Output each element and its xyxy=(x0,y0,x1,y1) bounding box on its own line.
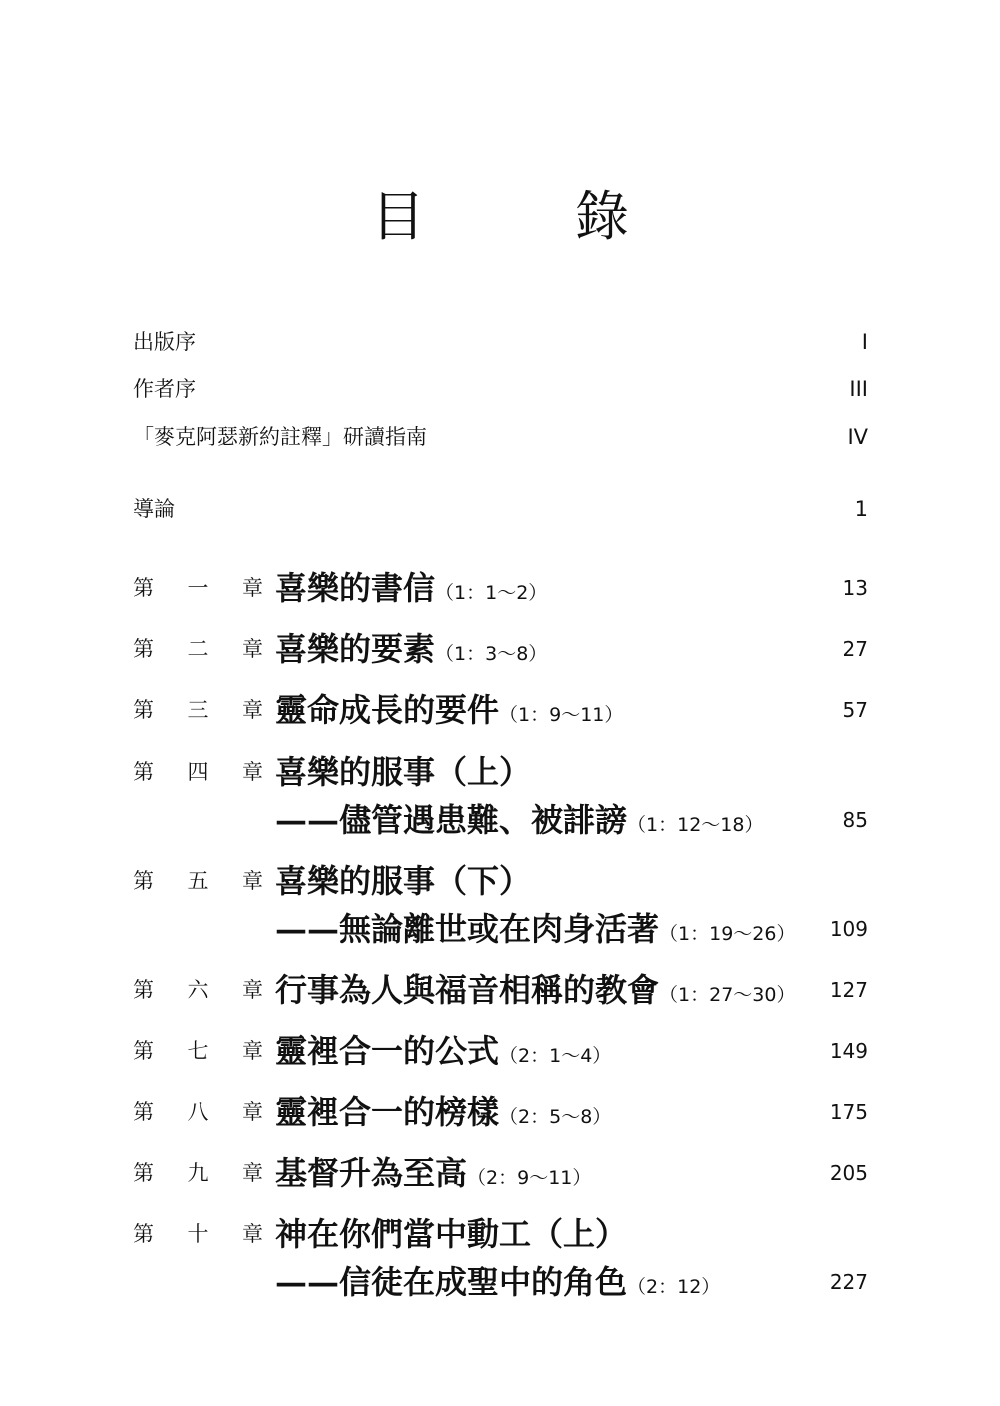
chapter-number-label xyxy=(133,634,263,664)
verse-reference: （1：1～2） xyxy=(435,582,548,604)
verse-reference: （1：3～8） xyxy=(435,643,548,665)
chapter-number-label xyxy=(133,975,263,1005)
chapter-subtitle: ——無論離世或在肉身活著 xyxy=(275,910,660,948)
toc-entry-page-number: IV xyxy=(847,425,868,449)
chapter-title-line xyxy=(275,690,623,735)
verse-reference: （2：5～8） xyxy=(499,1106,612,1128)
chapter-title-line xyxy=(275,970,795,1015)
chapter-label-char: 九 xyxy=(187,1161,209,1185)
chapter-page-number: 227 xyxy=(829,1270,868,1294)
chapter-number-label xyxy=(133,866,263,896)
chapter-title-line xyxy=(275,861,531,906)
chapter-title-line xyxy=(275,1031,611,1076)
chapter-page-number: 85 xyxy=(842,808,868,832)
chapter-page-number: 205 xyxy=(829,1161,868,1185)
chapter-label-char: 章 xyxy=(242,1161,263,1185)
toc-entry-label: 「麥克阿瑟新約註釋」研讀指南 xyxy=(133,425,427,449)
toc-entry-label: 導論 xyxy=(133,497,175,521)
chapter-label-char: 章 xyxy=(242,698,263,722)
chapter-subtitle-line xyxy=(275,800,763,845)
chapter-label-char: 章 xyxy=(242,576,263,600)
toc-entry-study-guide[interactable] xyxy=(133,422,868,452)
chapter-label-char: 七 xyxy=(187,1039,209,1063)
chapter-number-label xyxy=(133,1036,263,1066)
toc-entry-publisher-preface[interactable] xyxy=(133,327,868,357)
chapter-label-char: 章 xyxy=(242,1100,263,1124)
chapter-title: 靈裡合一的榜樣 xyxy=(275,1093,500,1131)
chapter-title-line xyxy=(275,1092,611,1137)
chapter-title: 神在你們當中動工（上） xyxy=(275,1215,628,1253)
verse-reference: （1：27～30） xyxy=(659,984,796,1006)
chapter-title: 基督升為至高 xyxy=(275,1154,468,1192)
chapter-title-line xyxy=(275,568,547,613)
chapter-number-label xyxy=(133,573,263,603)
toc-entry-page-number: I xyxy=(861,330,868,354)
chapter-page-number: 109 xyxy=(829,917,868,941)
chapter-title: 靈裡合一的公式 xyxy=(275,1032,500,1070)
verse-reference: （2：9～11） xyxy=(467,1167,592,1189)
chapter-label-char: 章 xyxy=(242,1222,263,1246)
chapter-label-char: 第 xyxy=(133,869,154,893)
chapter-label-char: 章 xyxy=(242,1039,263,1063)
chapter-label-char: 四 xyxy=(187,760,209,784)
chapter-label-char: 第 xyxy=(133,1161,154,1185)
toc-entry-label: 作者序 xyxy=(133,377,196,401)
chapter-number-label xyxy=(133,1158,263,1188)
chapter-title-line xyxy=(275,1153,591,1198)
chapter-label-char: 八 xyxy=(187,1100,209,1124)
verse-reference: （2：12） xyxy=(627,1276,721,1298)
chapter-label-char: 第 xyxy=(133,698,154,722)
chapter-label-char: 第 xyxy=(133,1100,154,1124)
chapter-subtitle-line xyxy=(275,1262,720,1307)
verse-reference: （2：1～4） xyxy=(499,1045,612,1067)
chapter-number-label xyxy=(133,695,263,725)
chapter-title-line xyxy=(275,629,547,674)
chapter-number-label xyxy=(133,1097,263,1127)
chapter-title: 喜樂的書信 xyxy=(275,569,436,607)
chapter-label-char: 二 xyxy=(187,637,209,661)
toc-entry-introduction[interactable] xyxy=(133,494,868,524)
chapter-label-char: 三 xyxy=(187,698,209,722)
chapter-label-char: 十 xyxy=(187,1222,209,1246)
chapter-page-number: 57 xyxy=(842,698,868,722)
page-title: 目 錄 xyxy=(371,185,677,248)
chapter-label-char: 一 xyxy=(187,576,209,600)
chapter-page-number: 149 xyxy=(829,1039,868,1063)
chapter-number-label xyxy=(133,757,263,787)
chapter-title-line xyxy=(275,1214,627,1259)
chapter-title: 喜樂的服事（上） xyxy=(275,753,532,791)
chapter-title: 喜樂的服事（下） xyxy=(275,862,532,900)
chapter-page-number: 27 xyxy=(842,637,868,661)
chapter-subtitle: ——信徒在成聖中的角色 xyxy=(275,1263,628,1301)
chapter-page-number: 13 xyxy=(842,576,868,600)
chapter-label-char: 第 xyxy=(133,637,154,661)
chapter-label-char: 五 xyxy=(187,869,209,893)
verse-reference: （1：19～26） xyxy=(659,923,796,945)
chapter-page-number: 175 xyxy=(829,1100,868,1124)
chapter-number-label xyxy=(133,1219,263,1249)
chapter-title: 靈命成長的要件 xyxy=(275,691,500,729)
toc-entry-label: 出版序 xyxy=(133,330,196,354)
toc-entry-page-number: 1 xyxy=(854,497,868,521)
chapter-label-char: 第 xyxy=(133,576,154,600)
chapter-label-char: 第 xyxy=(133,1039,154,1063)
chapter-title: 喜樂的要素 xyxy=(275,630,436,668)
toc-entry-author-preface[interactable] xyxy=(133,374,868,404)
chapter-subtitle: ——儘管遇患難、被誹謗 xyxy=(275,801,628,839)
chapter-title-line xyxy=(275,752,531,797)
chapter-label-char: 章 xyxy=(242,978,263,1002)
chapter-label-char: 第 xyxy=(133,978,154,1002)
chapter-title: 行事為人與福音相稱的教會 xyxy=(275,971,660,1009)
verse-reference: （1：12～18） xyxy=(627,814,764,836)
chapter-label-char: 第 xyxy=(133,760,154,784)
chapter-label-char: 章 xyxy=(242,869,263,893)
verse-reference: （1：9～11） xyxy=(499,704,624,726)
chapter-label-char: 第 xyxy=(133,1222,154,1246)
chapter-page-number: 127 xyxy=(829,978,868,1002)
chapter-label-char: 六 xyxy=(187,978,209,1002)
chapter-label-char: 章 xyxy=(242,760,263,784)
chapter-label-char: 章 xyxy=(242,637,263,661)
toc-entry-page-number: III xyxy=(849,377,868,401)
chapter-subtitle-line xyxy=(275,909,795,954)
